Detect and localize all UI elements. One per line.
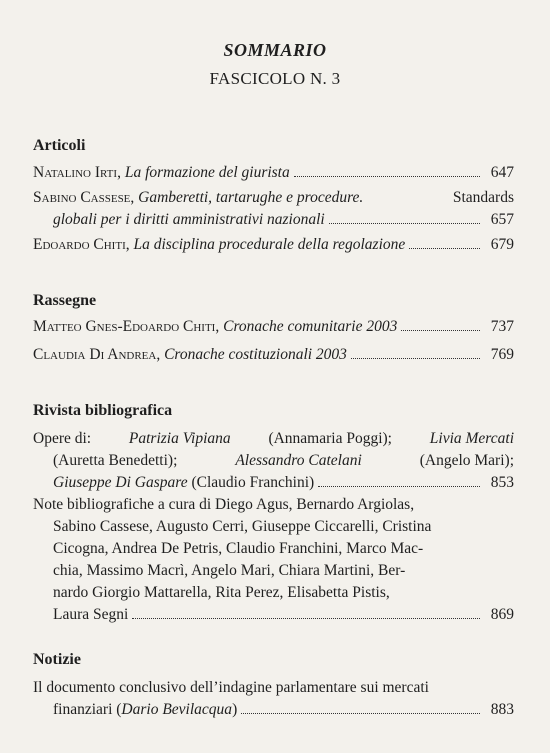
dot-leader <box>329 223 480 224</box>
section-title-rassegne: Rassegne <box>33 292 97 309</box>
page-number: 853 <box>490 474 514 491</box>
page-title: SOMMARIO <box>223 40 327 60</box>
entry-author: Matteo Gnes-Edoardo Chiti <box>33 318 216 335</box>
entry-title: La formazione del giurista <box>124 164 290 181</box>
page-number: 737 <box>490 318 514 335</box>
dot-leader <box>241 713 480 714</box>
page-number: 679 <box>490 236 514 253</box>
dot-leader <box>409 248 480 249</box>
page-number: 657 <box>490 211 514 228</box>
page-number: 647 <box>490 164 514 181</box>
issue-subtitle: FASCICOLO N. 3 <box>209 69 341 88</box>
toc-entry: Edoardo Chiti, La disciplina procedurale della regolazione 679 <box>33 234 514 256</box>
section-title-articoli: Articoli <box>33 137 86 154</box>
entry-title: La disciplina procedurale della regolazione <box>133 236 406 253</box>
entry-title-cont: globali per i diritti amministrativi nazionali <box>53 211 325 228</box>
page-number: 883 <box>490 701 514 718</box>
dot-leader <box>318 486 480 487</box>
toc-entry: Matteo Gnes-Edoardo Chiti, Cronache comunitarie 2003 737 <box>33 316 514 338</box>
dot-leader <box>401 330 480 331</box>
entry-author: Claudia Di Andrea <box>33 346 157 363</box>
page-number: 769 <box>490 346 514 363</box>
entry-author: Natalino Irti <box>33 164 118 181</box>
dot-leader <box>132 618 480 619</box>
dot-leader <box>294 176 480 177</box>
entry-author: Edoardo Chiti <box>33 236 126 253</box>
entry-title: Gamberetti, tartarughe e procedure. <box>138 189 364 206</box>
toc-entry: Sabino Cassese, Gamberetti, tartarughe e procedure. Standards globali per i diritti amministrativi nazionali 657 <box>33 187 514 231</box>
page-number: 869 <box>490 606 514 623</box>
section-title-notizie: Notizie <box>33 651 81 668</box>
dot-leader <box>351 358 480 359</box>
toc-entry: Il documento conclusivo dell’indagine parlamentare sui mercati finanziari (Dario Bevilacqua) 883 <box>33 677 514 721</box>
entry-author: Sabino Cassese <box>33 189 131 206</box>
entry-title: Cronache costituzionali 2003 <box>164 346 347 363</box>
toc-entry: Note bibliografiche a cura di Diego Agus, Bernardo Argiolas, Sabino Cassese, Augusto Cerri, Giuseppe Ciccarelli, Cristina Cicogna, Andrea De Petris, Claudio Franchini, Marco Mac- chia, Massimo Macrì, Angelo Mari, Chiara Martini, Ber- nardo Giorgio Mattarella, Rita Perez, Elisabetta Pistis, Laura Segni 869 <box>33 494 514 626</box>
section-title-rivista: Rivista bibliografica <box>33 402 173 419</box>
toc-entry: Opere di: Patrizia Vipiana (Annamaria Poggi); Livia Mercati (Auretta Benedetti); Alessandro Catelani (Angelo Mari); Giuseppe Di Gaspare (Claudio Franchini) 853 <box>33 428 514 494</box>
toc-entry: Natalino Irti, La formazione del giurista 647 <box>33 162 514 184</box>
toc-entry: Claudia Di Andrea, Cronache costituzionali 2003 769 <box>33 344 514 366</box>
entry-title: Cronache comunitarie 2003 <box>223 318 398 335</box>
